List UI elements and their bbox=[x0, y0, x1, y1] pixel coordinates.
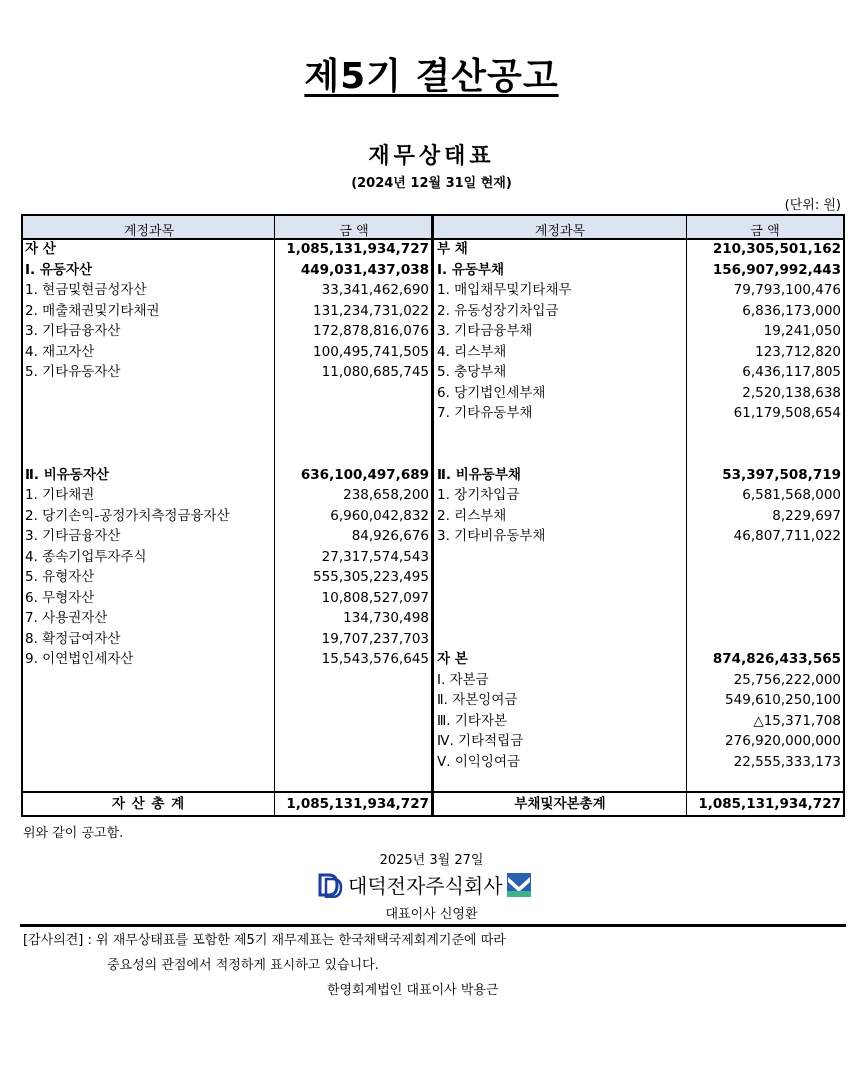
account-label: 부 채 bbox=[437, 241, 468, 257]
account-amount: 6,960,042,832 bbox=[330, 507, 429, 524]
account-amount: 27,317,574,543 bbox=[321, 548, 429, 565]
account-amount: 100,495,741,505 bbox=[313, 343, 429, 360]
account-label: 3. 기타금융자산 bbox=[25, 528, 121, 544]
account-amount: 22,555,333,173 bbox=[733, 753, 841, 770]
account-label: 6. 당기법인세부채 bbox=[437, 384, 546, 401]
company-logo-icon bbox=[318, 872, 346, 898]
account-label: 2. 당기손익-공정가치측정금융자산 bbox=[25, 507, 230, 524]
total-assets-value: 1,085,131,934,727 bbox=[286, 796, 429, 812]
account-label: 1. 기타채권 bbox=[25, 487, 95, 503]
balance-sheet-table bbox=[21, 214, 845, 817]
account-label: 7. 기타유동부채 bbox=[437, 405, 533, 421]
account-label: 7. 사용권자산 bbox=[25, 610, 108, 626]
account-amount: 61,179,508,654 bbox=[733, 405, 841, 421]
as-of-date: (2024년 12월 31일 현재) bbox=[351, 176, 512, 191]
account-label: 5. 기타유동자산 bbox=[25, 364, 121, 380]
column-divider bbox=[686, 214, 687, 817]
account-amount: 6,836,173,000 bbox=[742, 302, 841, 319]
account-label: 4. 재고자산 bbox=[25, 343, 95, 360]
account-label: 1. 매입채무및기타채무 bbox=[437, 282, 572, 298]
account-label: 자 산 bbox=[25, 241, 56, 257]
account-label: 4. 종속기업투자주식 bbox=[25, 548, 147, 565]
account-amount: 238,658,200 bbox=[343, 487, 429, 503]
company-name: 대덕전자주식회사 bbox=[348, 874, 503, 898]
total-liab-equity-value: 1,085,131,934,727 bbox=[698, 796, 841, 812]
account-label: Ⅲ. 기타자본 bbox=[437, 712, 508, 729]
center-divider bbox=[431, 214, 434, 817]
account-amount: 6,436,117,805 bbox=[742, 364, 841, 380]
account-label: 2. 리스부채 bbox=[437, 507, 507, 524]
account-label: Ⅰ. 유동부채 bbox=[437, 261, 505, 278]
notice-date: 2025년 3월 27일 bbox=[379, 853, 484, 868]
account-amount: 15,543,576,645 bbox=[321, 651, 429, 667]
account-amount: 555,305,223,495 bbox=[313, 569, 429, 585]
auditor-name: 한영회계법인 대표이사 박용근 bbox=[327, 983, 499, 998]
totals-divider bbox=[23, 791, 843, 793]
header-amount-left: 금 액 bbox=[339, 224, 369, 239]
account-label: 1. 장기차입금 bbox=[437, 487, 520, 503]
account-amount: 134,730,498 bbox=[343, 610, 429, 626]
account-amount: 25,756,222,000 bbox=[733, 671, 841, 688]
account-label: 1. 현금및현금성자산 bbox=[25, 282, 147, 298]
section-divider bbox=[20, 924, 846, 927]
company-emblem-icon bbox=[506, 872, 532, 898]
account-label: 3. 기타비유동부채 bbox=[437, 528, 546, 544]
audit-opinion-cont: 중요성의 관점에서 적정하게 표시하고 있습니다. bbox=[107, 958, 379, 973]
account-label: Ⅳ. 기타적립금 bbox=[437, 733, 524, 749]
total-assets-label: 자 산 총 계 bbox=[111, 796, 186, 812]
account-amount: 6,581,568,000 bbox=[742, 487, 841, 503]
account-label: Ⅰ. 유동자산 bbox=[25, 261, 93, 278]
account-label: 자 본 bbox=[437, 651, 468, 667]
account-amount: △15,371,708 bbox=[753, 712, 841, 729]
account-amount: 276,920,000,000 bbox=[725, 733, 841, 749]
account-label: 2. 유동성장기차입금 bbox=[437, 302, 559, 319]
account-label: Ⅱ. 자본잉여금 bbox=[437, 692, 518, 708]
account-label: 6. 무형자산 bbox=[25, 589, 95, 606]
account-amount: 33,341,462,690 bbox=[321, 282, 429, 298]
header-account-left: 계정과목 bbox=[123, 224, 175, 239]
header-account-right: 계정과목 bbox=[534, 224, 586, 239]
account-label: 3. 기타금융부채 bbox=[437, 323, 533, 339]
account-label: 5. 충당부채 bbox=[437, 364, 507, 380]
account-amount: 549,610,250,100 bbox=[725, 692, 841, 708]
account-label: 5. 유형자산 bbox=[25, 569, 95, 585]
page-title: 제5기 결산공고 bbox=[304, 56, 559, 97]
account-label: Ⅰ. 자본금 bbox=[437, 671, 489, 688]
account-label: Ⅴ. 이익잉여금 bbox=[437, 753, 521, 770]
account-amount: 46,807,711,022 bbox=[733, 528, 841, 544]
notice-text: 위와 같이 공고함. bbox=[23, 826, 124, 841]
account-amount: 11,080,685,745 bbox=[321, 364, 429, 380]
header-amount-right: 금 액 bbox=[750, 224, 780, 239]
account-amount: 874,826,433,565 bbox=[712, 651, 841, 667]
account-amount: 8,229,697 bbox=[772, 507, 841, 524]
account-label: Ⅱ. 비유동부채 bbox=[437, 466, 521, 483]
account-amount: 156,907,992,443 bbox=[712, 261, 841, 278]
ceo-name: 대표이사 신영환 bbox=[385, 907, 478, 922]
account-label: 2. 매출채권및기타채권 bbox=[25, 302, 160, 319]
unit-label: (단위: 원) bbox=[784, 198, 841, 213]
account-label: 9. 이연법인세자산 bbox=[25, 651, 134, 667]
account-amount: 131,234,731,022 bbox=[313, 302, 429, 319]
account-amount: 636,100,497,689 bbox=[300, 466, 429, 483]
account-amount: 449,031,437,038 bbox=[300, 261, 429, 278]
statement-title: 재무상태표 bbox=[368, 144, 495, 169]
account-amount: 2,520,138,638 bbox=[742, 384, 841, 401]
account-amount: 79,793,100,476 bbox=[733, 282, 841, 298]
company-line bbox=[318, 870, 532, 899]
account-amount: 172,878,816,076 bbox=[313, 323, 429, 339]
account-amount: 84,926,676 bbox=[351, 528, 429, 544]
account-amount: 10,808,527,097 bbox=[321, 589, 429, 606]
account-amount: 1,085,131,934,727 bbox=[286, 241, 429, 257]
account-label: 4. 리스부채 bbox=[437, 343, 507, 360]
account-label: 8. 확정급여자산 bbox=[25, 630, 121, 647]
audit-opinion: [감사의견] : 위 재무상태표를 포함한 제5기 재무제표는 한국채택국제회계기준에 따라 bbox=[23, 933, 506, 948]
total-liab-equity-label: 부채및자본총계 bbox=[514, 796, 606, 812]
account-amount: 53,397,508,719 bbox=[722, 466, 841, 483]
account-amount: 19,707,237,703 bbox=[321, 630, 429, 647]
account-amount: 123,712,820 bbox=[755, 343, 841, 360]
column-divider bbox=[274, 214, 275, 817]
account-label: Ⅱ. 비유동자산 bbox=[25, 466, 109, 483]
account-label: 3. 기타금융자산 bbox=[25, 323, 121, 339]
account-amount: 19,241,050 bbox=[763, 323, 841, 339]
account-amount: 210,305,501,162 bbox=[712, 241, 841, 257]
